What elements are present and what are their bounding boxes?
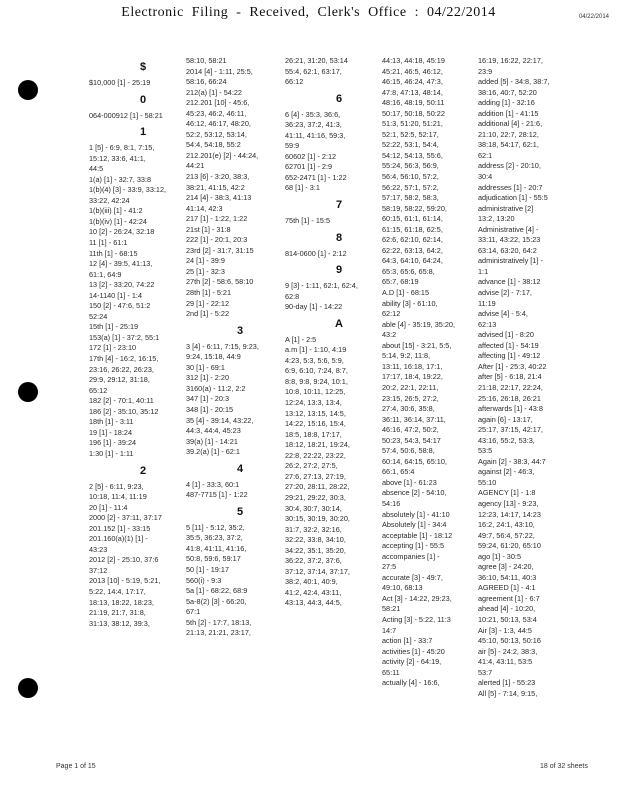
index-entry: 064-000912 [1] - 58:21 <box>89 110 163 120</box>
index-entry: 61:1, 64:9 <box>89 269 122 279</box>
index-entry: 214 [4] - 38:3, 41:13 <box>186 193 252 203</box>
index-entry: 2012 [2] - 25:10, 37:6 <box>89 555 159 565</box>
index-entry: Again [2] - 38:3, 44:7 <box>478 456 546 466</box>
index-entry: alerted [1] - 55:23 <box>478 678 536 688</box>
index-entry: adding [1] - 32:16 <box>478 98 535 108</box>
index-entry: 38:2, 40:1, 40:9, <box>285 577 338 587</box>
index-entry: 222 [1] - 20:1, 20:3 <box>186 235 248 245</box>
page-footer-right: 18 of 32 sheets <box>540 763 588 770</box>
punch-hole <box>18 382 38 402</box>
index-entry: 37:12, 37:14, 37:17, <box>285 566 350 576</box>
index-entry: 60:15, 61:1, 61:14, <box>382 214 443 224</box>
index-entry: 11:19 <box>478 298 496 308</box>
index-entry: 33:11, 43:22, 15:23 <box>478 235 541 245</box>
index-entry: 10:8, 10:11, 12:25, <box>285 387 346 397</box>
index-entry: 23:15, 26:5, 27:2, <box>382 393 439 403</box>
index-entry: 57:17, 58:2, 58:3, <box>382 193 439 203</box>
index-entry: 16:19, 16:22, 22:17, <box>478 56 543 65</box>
index-entry: 8:8, 9:8, 9:24, 10:1, <box>285 376 348 386</box>
index-entry: 45:10, 50:13, 50:16 <box>478 636 541 646</box>
index-entry: 1(b)(iv) [1] - 42:24 <box>89 216 147 226</box>
index-entry: 29 [1] - 22:12 <box>186 298 230 308</box>
index-entry: 65:3, 65:6, 65:8, <box>382 266 435 276</box>
index-entry: advised [1] - 8:20 <box>478 330 534 340</box>
index-entry: 19 [1] - 18:24 <box>89 427 133 437</box>
index-entry: 1:30 [1] - 1:11 <box>89 448 134 458</box>
index-entry: 62:8 <box>285 291 300 301</box>
index-entry: 48:16, 48:19, 50:11 <box>382 98 445 108</box>
index-entry: 5:22, 14:4, 17:17, <box>89 586 146 596</box>
index-entry: 53:7 <box>478 667 493 677</box>
index-entry: addresses [1] - 20:7 <box>478 182 543 192</box>
index-entry: 21st [1] - 31:8 <box>186 224 231 234</box>
index-entry: 59:9 <box>285 141 300 151</box>
section-letter: 9 <box>335 264 343 277</box>
index-entry: 90-day [1] - 14:22 <box>285 302 343 312</box>
index-entry: 44:5 <box>89 164 104 174</box>
index-entry: 44:13, 44:18, 45:19 <box>382 56 445 65</box>
index-entry: 65:12 <box>89 385 108 395</box>
index-entry: ability [3] - 61:10, <box>382 298 438 308</box>
index-entry: administratively [1] - <box>478 256 543 266</box>
index-entry: air [5] - 24:2, 38:3, <box>478 646 538 656</box>
index-entry: 150 [2] - 47:6, 51:2 <box>89 301 151 311</box>
section-letter: 5 <box>236 505 244 518</box>
index-entry: 182 [2] - 70:1, 40:11 <box>89 396 154 406</box>
index-entry: 814-0600 [1] - 2:12 <box>285 248 347 258</box>
index-entry: 3160(a) - 11:2, 2:2 <box>186 383 246 393</box>
index-entry: 50:8, 59:6, 59:17 <box>186 554 241 564</box>
index-entry: 14-1140 [1] - 1:4 <box>89 290 143 300</box>
index-entry: 2014 [4] - 1:11, 25:5, <box>186 66 253 76</box>
index-entry: A [1] - 2:5 <box>285 334 317 344</box>
punch-hole <box>18 678 38 698</box>
index-entry: $10,000 [1] - 25:19 <box>89 78 151 87</box>
index-entry: 54:16 <box>382 498 401 508</box>
index-entry: 59:24, 61:20, 65:10 <box>478 541 541 551</box>
index-entry: 41:14, 42:3 <box>186 203 223 213</box>
index-entry: 41:4, 43:11, 53:5 <box>478 657 533 667</box>
index-entry: ago [1] - 30:5 <box>478 551 522 561</box>
index-entry: 47:8, 47:13, 48:14, <box>382 87 443 97</box>
index-entry: After [1] - 25:3, 40:22 <box>478 361 547 371</box>
index-entry: 30:15, 30:19, 30:20, <box>285 514 350 524</box>
index-entry: affecting [1] - 49:12 <box>478 351 541 361</box>
index-entry: 5:14, 9:2, 11:8, <box>382 351 431 361</box>
index-entry: 67:1 <box>186 607 201 617</box>
section-letter: 1 <box>139 126 147 139</box>
index-entry: 38:16, 40:7, 52:20 <box>478 87 537 97</box>
index-entry: above [1] - 61:23 <box>382 477 437 487</box>
index-entry: 1(a) [1] - 32:7, 33:8 <box>89 174 152 184</box>
index-entry: 50:17, 50:18, 50:22 <box>382 108 445 118</box>
index-entry: about [15] - 3:21, 5:5, <box>382 340 452 350</box>
index-entry: additional [4] - 21:6, <box>478 119 543 129</box>
index-entry: 55:24, 56:3, 56:9, <box>382 161 439 171</box>
index-entry: 43:23 <box>89 544 108 554</box>
index-entry: agree [3] - 24:20, <box>478 562 534 572</box>
index-entry: against [2] - 46:3, <box>478 467 535 477</box>
index-entry: 5 [11] - 5:12, 35:2, <box>186 522 245 532</box>
index-column-3 <box>285 56 393 746</box>
index-entry: 34:22, 35:1, 35:20, <box>285 545 346 555</box>
index-entry: 201.152 [1] - 33:15 <box>89 523 151 533</box>
section-letter: 4 <box>236 462 244 475</box>
index-entry: 46:15, 46:24, 47:3, <box>382 77 443 87</box>
index-entry: 212(a) [1] - 54:22 <box>186 87 242 97</box>
index-entry: 348 [1] - 20:15 <box>186 404 234 414</box>
index-entry: 54:4, 54:18, 55:2 <box>186 140 241 150</box>
index-entry: 10:21, 50:13, 53:4 <box>478 614 537 624</box>
index-entry: 44:3, 44:4, 45:23 <box>186 426 241 436</box>
index-entry: 12 [4] - 39:5, 41:13, <box>89 259 153 269</box>
index-entry: action [1] - 33:7 <box>382 636 433 646</box>
index-entry: absence [2] - 54:10, <box>382 488 447 498</box>
index-entry: agreement [1] - 6:7 <box>478 593 540 603</box>
index-entry: 33:22, 42:24 <box>89 195 130 205</box>
index-entry: Air [3] - 1:3, 44:5 <box>478 625 532 635</box>
index-entry: 30:4 <box>478 172 493 182</box>
index-entry: address [2] - 20:10, <box>478 161 541 171</box>
index-entry: 12:23, 14:17, 14:23 <box>478 509 541 519</box>
index-entry: 4:23, 5:3, 5:6, 5:9, <box>285 355 344 365</box>
index-entry: 49:10, 68:13 <box>382 583 423 593</box>
index-entry: 30 [1] - 69:1 <box>186 362 225 372</box>
index-entry: 652-2471 [1] - 1:22 <box>285 172 347 182</box>
index-entry: able [4] - 35:19, 35:20, <box>382 319 456 329</box>
index-entry: 37:12 <box>89 565 108 575</box>
index-entry: 18:12, 18:21, 19:24, <box>285 440 350 450</box>
index-entry: 11 [1] - 61:1 <box>89 238 128 248</box>
index-entry: 39(a) [1] - 14:21 <box>186 436 238 446</box>
index-entry: accurate [3] - 49:7, <box>382 572 443 582</box>
index-entry: 5th [2] - 17:7, 18:13, <box>186 617 252 627</box>
index-entry: 61:15, 61:18, 62:5, <box>382 224 443 234</box>
index-entry: 21:13, 21:21, 23:17, <box>186 628 251 638</box>
index-entry: 60:14, 64:15, 65:10, <box>382 456 447 466</box>
index-entry: 68 [1] - 3:1 <box>285 183 320 193</box>
index-entry: 16:2, 24:1, 43:10, <box>478 520 535 530</box>
index-entry: 23:9 <box>478 66 493 76</box>
index-entry: AGENCY [1] - 1:8 <box>478 488 536 498</box>
index-entry: 52:24 <box>89 311 108 321</box>
index-entry: advise [4] - 5:4, <box>478 309 528 319</box>
section-letter: 2 <box>139 464 147 477</box>
index-entry: 58:10, 58:21 <box>186 56 227 65</box>
filing-stamp: 04/22/2014 <box>578 14 609 20</box>
index-entry: 13:11, 16:18, 17:1, <box>382 361 443 371</box>
index-entry: 15:12, 33:6, 41:1, <box>89 153 146 163</box>
filing-header: Electronic Filing - Received, Clerk's Office : 04/22/2014 <box>121 5 496 20</box>
index-entry: Administrative [4] - <box>478 224 539 234</box>
index-entry: 18th [1] - 3:11 <box>89 417 134 427</box>
index-entry: 1(b)(4) [3] - 33:9, 33:12, <box>89 185 167 195</box>
index-entry: 31:7, 32:2, 32:16, <box>285 524 342 534</box>
index-entry: 487-7715 [1] - 1:22 <box>186 490 248 500</box>
section-letter: 3 <box>236 324 244 337</box>
index-entry: 10:18, 11:4, 11:19 <box>89 492 147 502</box>
section-letter: 0 <box>139 93 147 106</box>
index-entry: 312 [1] - 2:20 <box>186 373 230 383</box>
index-entry: 201.160(a)(1) [1] - <box>89 534 148 544</box>
index-entry: 52:1, 52:5, 52:17, <box>382 129 439 139</box>
index-entry: 41:8, 41:11, 41:16, <box>186 543 247 553</box>
index-entry: 17:17, 18:4, 19:22, <box>382 372 443 382</box>
index-entry: 26:21, 31:20, 53:14 <box>285 56 348 65</box>
index-entry: acceptable [1] - 18:12 <box>382 530 453 540</box>
index-entry: activity [2] - 64:19, <box>382 657 442 667</box>
punch-hole <box>18 80 38 100</box>
index-entry: 57:4, 50:6, 58:8, <box>382 446 435 456</box>
index-entry: 30:4, 30:7, 30:14, <box>285 503 342 513</box>
index-entry: 13:2, 13:20 <box>478 214 515 224</box>
index-entry: 27:6, 27:13, 27:19, <box>285 471 346 481</box>
index-entry: 35 [4] - 39:14, 43:22, <box>186 415 254 425</box>
index-entry: affected [1] - 54:19 <box>478 340 539 350</box>
index-entry: 13 [2] - 33:20, 74:22 <box>89 280 155 290</box>
index-entry: 36:11, 36:14, 37:11, <box>382 414 446 424</box>
index-entry: agency [13] - 9:23, <box>478 498 539 508</box>
section-letter: A <box>335 317 343 330</box>
index-entry: 52:2, 53:12, 53:14, <box>186 129 247 139</box>
index-entry: 31:13, 38:12, 39:3, <box>89 618 150 628</box>
index-entry: 196 [1] - 39:24 <box>89 438 137 448</box>
index-entry: 75th [1] - 15:5 <box>285 216 331 226</box>
section-letter: 7 <box>335 199 343 212</box>
index-entry: 46:16, 47:2, 50:2, <box>382 425 439 435</box>
index-entry: 3 [4] - 6:11, 7:15, 9:23, <box>186 341 259 351</box>
index-entry: again [6] - 13:17, <box>478 414 533 424</box>
index-entry: 27:4, 30:6, 35:8, <box>382 404 435 414</box>
index-entry: 43:16, 55:2, 53:3, <box>478 435 535 445</box>
index-entry: 52:22, 53:1, 54:4, <box>382 140 439 150</box>
section-letter: 6 <box>335 92 343 105</box>
index-entry: 62:22, 63:13, 64:2, <box>382 245 443 255</box>
index-entry: 41:2, 42:4, 43:11, <box>285 587 342 597</box>
index-entry: 1(b)(iii) [1] - 41:2 <box>89 206 143 216</box>
index-entry: 6 [4] - 35:3, 36:6, <box>285 109 341 119</box>
index-entry: 1:1 <box>478 266 489 276</box>
index-entry: 25:16, 26:18, 26:21 <box>478 393 541 403</box>
index-entry: 21:10, 22:7, 28:12, <box>478 129 539 139</box>
index-entry: 62:6, 62:10, 62:14, <box>382 235 443 245</box>
index-entry: 58:21 <box>382 604 401 614</box>
index-entry: 66:1, 65:4 <box>382 467 415 477</box>
index-entry: 20 [1] - 11:4 <box>89 502 128 512</box>
index-entry: 21:19, 21:7, 31:8, <box>89 608 146 618</box>
index-entry: 212.201 [10] - 45:6, <box>186 98 250 108</box>
index-entry: 153(a) [1] - 37:2, 55:1 <box>89 332 160 342</box>
index-entry: 39.2(a) [1] - 62:1 <box>186 447 240 457</box>
index-entry: 27th [2] - 58:6, 58:10 <box>186 277 254 287</box>
index-entry: 32:22, 33:8, 34:10, <box>285 535 346 545</box>
index-entry: AGREED [1] - 4:1 <box>478 583 536 593</box>
index-entry: 45:21, 46:5, 46:12, <box>382 66 443 76</box>
index-entry: 26:2, 27:2, 27:5, <box>285 461 338 471</box>
index-entry: 58:16, 66:24 <box>186 77 227 87</box>
index-entry: Act [3] - 14:22, 29:23, <box>382 593 452 603</box>
index-entry: 20:2, 22:1, 22:11, <box>382 382 439 392</box>
index-entry: 63:14, 63:20, 64:2 <box>478 245 537 255</box>
index-entry: 347 [1] - 20:3 <box>186 394 230 404</box>
index-entry: 13:12, 13:15, 14:5, <box>285 408 346 418</box>
index-entry: 45:23, 46:2, 46:11, <box>186 108 247 118</box>
index-entry: 25:17, 37:15, 42:17, <box>478 425 543 435</box>
index-entry: activities [1] - 45:20 <box>382 646 445 656</box>
index-entry: 12:24, 13:3, 13:4, <box>285 398 342 408</box>
index-entry: 14:7 <box>382 625 397 635</box>
index-entry: 6:9, 6:10, 7:24, 8:7, <box>285 366 348 376</box>
index-entry: 35:5, 36:23, 37:2, <box>186 533 243 543</box>
index-entry: administrative [2] <box>478 203 534 213</box>
index-entry: 28th [1] - 5:21 <box>186 288 232 298</box>
index-entry: 65:7, 68:19 <box>382 277 419 287</box>
index-entry: 54:12, 54:13, 55:6, <box>382 150 443 160</box>
index-entry: 41:11, 41:16, 59:3, <box>285 130 346 140</box>
index-column-5 <box>478 56 586 746</box>
index-entry: 56:22, 57:1, 57:2, <box>382 182 439 192</box>
index-entry: 36:10, 54:11, 40:3 <box>478 572 537 582</box>
index-entry: afterwards [1] - 43:8 <box>478 404 543 414</box>
index-entry: 1 [5] - 6:9, 8:1, 7:15, <box>89 143 155 153</box>
index-entry: 2000 [2] - 37:11, 37:17 <box>89 513 162 523</box>
index-entry: 2013 [10] - 5:19, 5:21, <box>89 576 161 586</box>
index-entry: addition [1] - 41:15 <box>478 108 539 118</box>
index-entry: 62701 [1] - 2:9 <box>285 162 333 172</box>
section-letter: 8 <box>335 231 343 244</box>
index-entry: 21:18, 22:17, 22:24, <box>478 382 543 392</box>
index-entry: 18:5, 18:8, 17:17, <box>285 429 342 439</box>
index-entry: 22:8, 22:22, 23:22, <box>285 450 346 460</box>
index-entry: 5a-8(2) [3] - 66:20, <box>186 596 247 606</box>
index-entry: 38:21, 41:15, 42:2 <box>186 182 245 192</box>
index-entry: 2nd [1] - 5:22 <box>186 309 230 319</box>
index-entry: after [5] - 6:18, 21:4 <box>478 372 542 382</box>
index-entry: 2 [5] - 6:11, 9:23, <box>89 481 144 491</box>
index-entry: 62:1 <box>478 150 493 160</box>
index-entry: A.D [1] - 68:15 <box>382 288 430 298</box>
index-entry: ahead [4] - 10:20, <box>478 604 536 614</box>
index-entry: Acting [3] - 5:22, 11:3 <box>382 614 451 624</box>
index-entry: 51:3, 51:20, 51:21, <box>382 119 443 129</box>
index-entry: 29:21, 29:22, 30:3, <box>285 492 346 502</box>
index-entry: 4 [1] - 33:3, 60:1 <box>186 479 240 489</box>
index-entry: 43:2 <box>382 330 397 340</box>
index-entry: accepting [1] - 55:5 <box>382 541 445 551</box>
index-entry: adjudication [1] - 55:5 <box>478 193 548 203</box>
index-entry: 11th [1] - 68:15 <box>89 248 138 258</box>
index-entry: 60602 [1] - 2:12 <box>285 151 337 161</box>
index-entry: All [5] - 7:14, 9:15, <box>478 688 538 698</box>
index-entry: 213 [6] - 3:20, 38:3, <box>186 172 250 182</box>
index-entry: 27:20, 28:11, 28:22, <box>285 482 350 492</box>
index-entry: 212.201(e) [2] - 44:24, <box>186 150 259 160</box>
index-entry: 23:16, 26:22, 26:23, <box>89 364 154 374</box>
index-entry: 38:18, 54:17, 62:1, <box>478 140 539 150</box>
index-entry: 172 [1] - 23:10 <box>89 343 137 353</box>
index-entry: 43:13, 44:3, 44:5, <box>285 598 342 608</box>
index-entry: 50:23, 54:3, 54:17 <box>382 435 441 445</box>
index-entry: 36:23, 37:2, 41:3, <box>285 120 342 130</box>
index-entry: 50 [1] - 19:17 <box>186 564 230 574</box>
index-entry: 18:13, 18:22, 18:23, <box>89 597 154 607</box>
index-entry: 186 [2] - 35:10, 35:12 <box>89 406 159 416</box>
index-entry: added [5] - 34:8, 38:7, <box>478 77 550 87</box>
index-entry: 62:12 <box>382 309 401 319</box>
index-entry: 15th [1] - 25:19 <box>89 322 139 332</box>
index-entry: actually [4] - 16:6, <box>382 678 440 688</box>
index-entry: 27:5 <box>382 562 397 572</box>
index-entry: 17th [4] - 16:2, 16:15, <box>89 354 159 364</box>
index-entry: 9:24, 15:18, 44:9 <box>186 352 241 362</box>
index-entry: 29:9, 29:12, 31:18, <box>89 375 150 385</box>
index-entry: 23rd [2] - 31:7, 31:15 <box>186 245 254 255</box>
index-entry: 65:11 <box>382 667 400 677</box>
index-entry: advance [1] - 38:12 <box>478 277 541 287</box>
index-entry: 9 [3] - 1:11, 62:1, 62:4, <box>285 281 358 291</box>
index-entry: advise [2] - 7:17, <box>478 288 532 298</box>
index-entry: 25 [1] - 32:3 <box>186 266 225 276</box>
index-entry: 62:13 <box>478 319 497 329</box>
index-column-4 <box>382 56 490 746</box>
index-entry: a.m [1] - 1:10, 4:19 <box>285 345 347 355</box>
index-entry: Absolutely [1] - 34:4 <box>382 520 447 530</box>
page-footer-left: Page 1 of 15 <box>56 763 96 770</box>
index-entry: 46:12, 46:17, 48:20, <box>186 119 251 129</box>
index-entry: 217 [1] - 1:22, 1:22 <box>186 214 248 224</box>
index-entry: 55:4, 62:1, 63:17, <box>285 66 342 76</box>
index-entry: 64:3, 64:10, 64:24, <box>382 256 443 266</box>
index-entry: 24 [1] - 39:9 <box>186 256 225 266</box>
index-entry: absolutely [1] - 41:10 <box>382 509 450 519</box>
section-letter: $ <box>139 61 147 73</box>
index-entry: 14:22, 15:16, 15:4, <box>285 419 346 429</box>
index-entry: 10 [2] - 26:24, 32:18 <box>89 227 155 237</box>
index-column-1 <box>89 56 197 746</box>
index-column-2 <box>186 56 294 746</box>
index-entry: 44:21 <box>186 161 205 171</box>
index-entry: 36:22, 37:2, 37:6, <box>285 556 342 566</box>
index-entry: 56:4, 56:10, 57:2, <box>382 172 439 182</box>
index-entry: accompanies [1] - <box>382 551 440 561</box>
index-entry: 560(i) - 9:3 <box>186 575 222 585</box>
index-entry: 58:19, 58:22, 59:20, <box>382 203 447 213</box>
index-entry: 53:5 <box>478 446 493 456</box>
index-entry: 5a [1] - 68:22, 68:9 <box>186 586 248 596</box>
index-entry: 66:12 <box>285 77 304 87</box>
index-entry: 49:7, 56:4, 57:22, <box>478 530 535 540</box>
index-entry: 55:10 <box>478 477 497 487</box>
